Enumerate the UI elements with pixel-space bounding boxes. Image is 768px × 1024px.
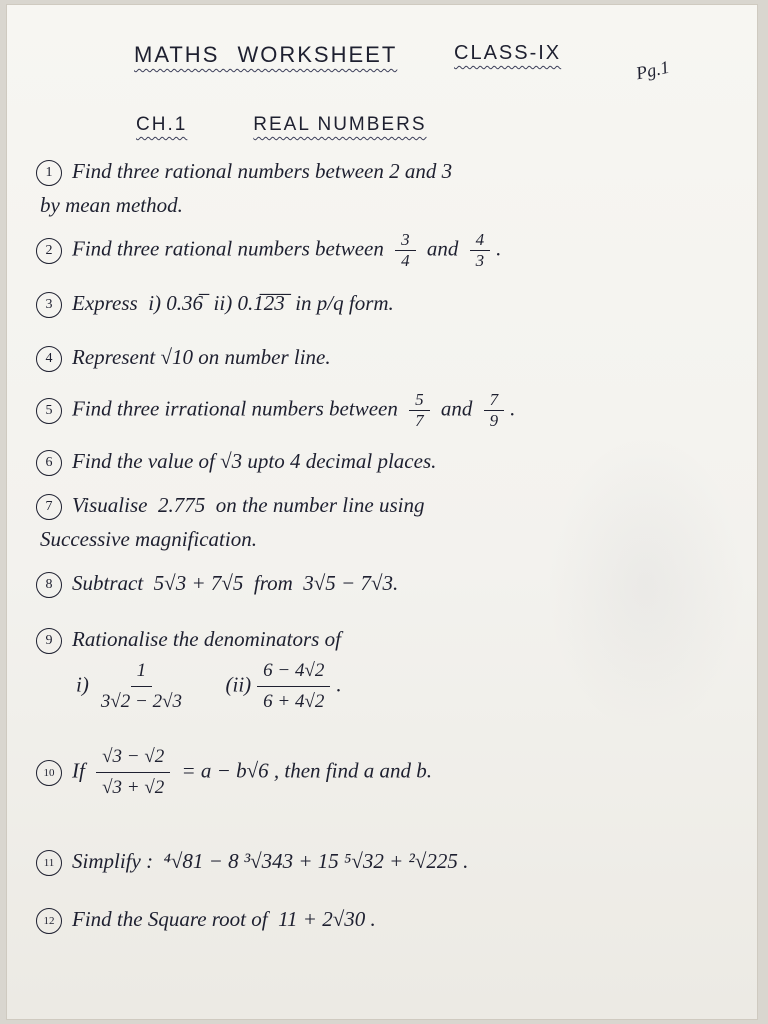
fraction-denominator: 6 + 4√2 <box>263 691 325 712</box>
fraction-numerator: 3 <box>395 230 416 251</box>
question-text: Express i) 0.36̅ ii) 0.1̅2̅3̅ in p/q form. <box>72 291 394 315</box>
fraction <box>96 742 170 803</box>
fraction-numerator: 4 <box>470 230 491 251</box>
worksheet-page <box>6 4 758 1020</box>
question-number: 1 <box>36 160 62 186</box>
question-text: Find the value of √3 upto 4 decimal places. <box>72 449 437 473</box>
question-9 <box>36 622 736 717</box>
question-number: 9 <box>36 628 62 654</box>
fraction-numerator: 5 <box>409 390 430 411</box>
sentence-end: . <box>336 672 342 697</box>
question-number: 4 <box>36 346 62 372</box>
fraction-denominator: 3 <box>475 251 485 270</box>
question-number: 10 <box>36 760 62 786</box>
fraction <box>257 656 330 717</box>
question-2 <box>36 230 736 271</box>
class-label: CLASS-IX <box>454 42 562 64</box>
fraction-numerator: 6 − 4√2 <box>257 656 330 687</box>
question-text: Find three rational numbers between 2 and 3 <box>72 159 453 183</box>
question-number: 11 <box>36 850 62 876</box>
question-number: 6 <box>36 450 62 476</box>
sentence-end: . <box>496 236 502 261</box>
question-10 <box>36 742 736 803</box>
fraction <box>395 230 416 271</box>
question-list <box>36 154 736 954</box>
part-label: i) <box>76 672 89 697</box>
question-text: Subtract 5√3 + 7√5 from 3√5 − 7√3. <box>72 571 399 595</box>
and-word: and <box>426 236 459 261</box>
fraction <box>95 656 188 717</box>
question-text: Simplify : ⁴√81 − 8 ³√343 + 15 ⁵√32 + ²√225 . <box>72 849 469 873</box>
question-8 <box>36 566 736 600</box>
fraction <box>470 230 491 271</box>
question-number: 12 <box>36 908 62 934</box>
question-9-parts <box>36 656 736 717</box>
question-text-continued: Successive magnification. <box>40 527 257 551</box>
fraction <box>484 390 505 431</box>
question-6 <box>36 444 736 478</box>
fraction-denominator: √3 + √2 <box>102 777 165 798</box>
question-number: 5 <box>36 398 62 424</box>
question-text: Rationalise the denominators of <box>72 627 341 651</box>
part-label: (ii) <box>225 672 252 697</box>
worksheet-header <box>116 32 736 102</box>
question-text-rest: = a − b√6 , then find a and b. <box>181 758 432 783</box>
fraction-numerator: √3 − √2 <box>96 742 170 773</box>
question-text: Find the Square root of 11 + 2√30 . <box>72 907 376 931</box>
question-1 <box>36 154 736 222</box>
chapter-number: CH.1 <box>136 114 188 135</box>
question-text-continued: by mean method. <box>40 193 183 217</box>
question-12 <box>36 902 736 936</box>
question-11 <box>36 844 736 878</box>
question-text: Find three rational numbers between <box>72 236 384 261</box>
question-number: 7 <box>36 494 62 520</box>
page-number: Pg.1 <box>634 56 672 84</box>
question-7 <box>36 488 736 556</box>
question-4 <box>36 340 736 374</box>
sentence-end: . <box>510 396 516 421</box>
question-text: Find three irrational numbers between <box>72 396 398 421</box>
and-word: and <box>440 396 473 421</box>
question-number: 3 <box>36 292 62 318</box>
question-text: If <box>72 758 85 783</box>
fraction-denominator: 4 <box>401 251 410 270</box>
fraction-numerator: 7 <box>484 390 505 411</box>
question-5 <box>36 390 736 431</box>
question-text: Visualise 2.775 on the number line using <box>72 493 425 517</box>
fraction <box>409 390 430 431</box>
question-text: Represent √10 on number line. <box>72 345 331 369</box>
chapter-heading <box>136 114 556 136</box>
fraction-numerator: 1 <box>131 656 153 687</box>
question-number: 8 <box>36 572 62 598</box>
chapter-name: REAL NUMBERS <box>253 114 427 135</box>
fraction-denominator: 7 <box>415 411 424 430</box>
question-3 <box>36 286 736 320</box>
worksheet-title: MATHS WORKSHEET <box>134 42 398 67</box>
fraction-denominator: 9 <box>489 411 499 430</box>
fraction-denominator: 3√2 − 2√3 <box>100 691 183 712</box>
question-number: 2 <box>36 238 62 264</box>
